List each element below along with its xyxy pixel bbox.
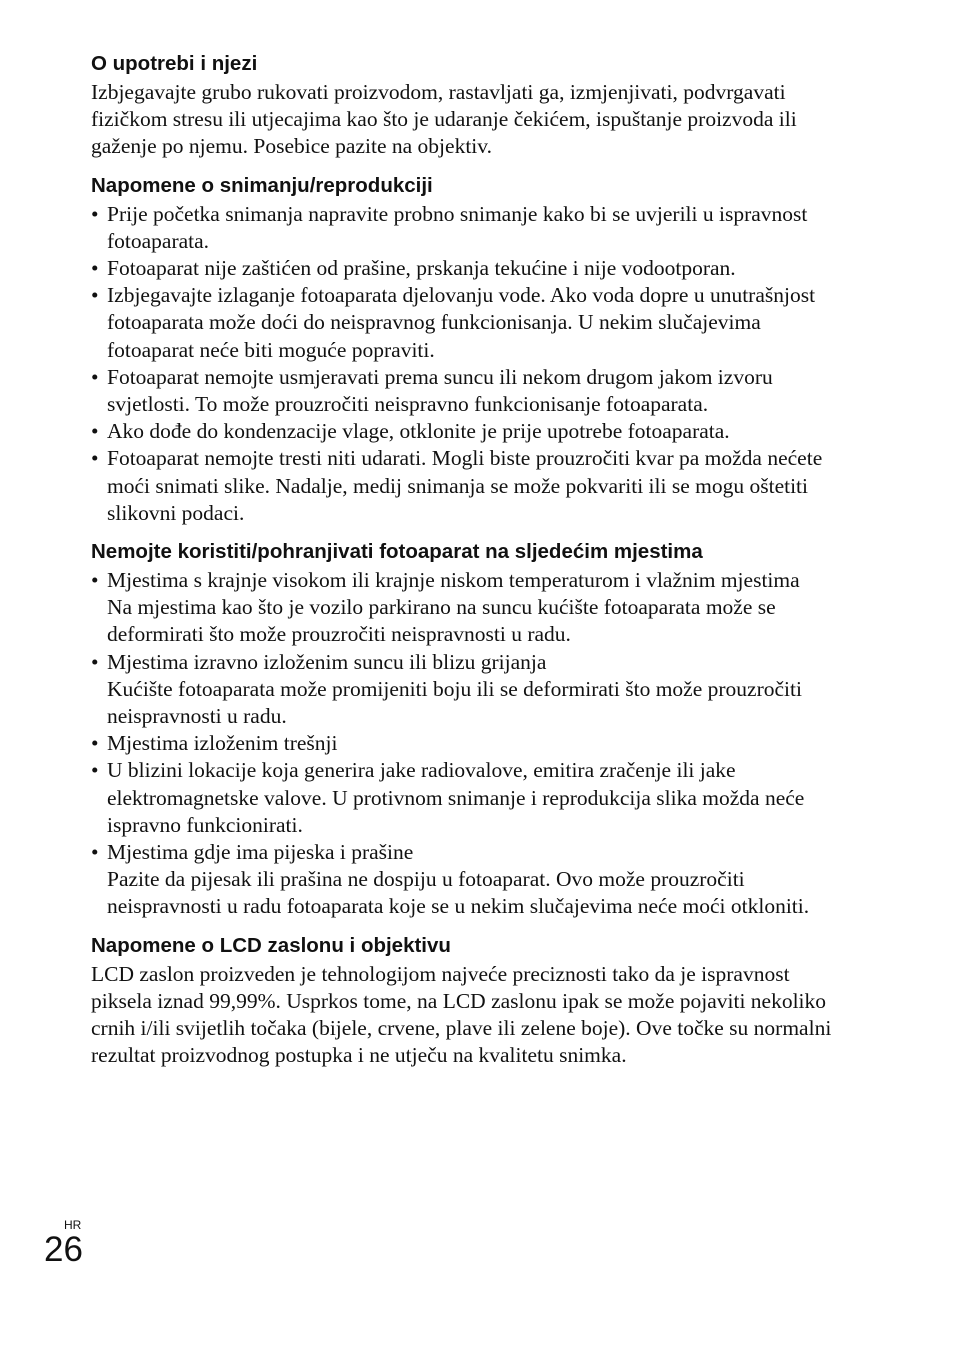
section-heading: O upotrebi i njezi — [91, 52, 258, 75]
list-item — [91, 255, 851, 282]
list-item — [91, 418, 851, 445]
bullet-icon: • — [91, 758, 99, 783]
bullet-icon: • — [91, 568, 99, 593]
list-item-text: U blizini lokacije koja generira jake radiovalove, emitira zračenje ili jake elektromagnetske valove. U protivnom snimanje i reprodukcija slika možda neće ispravno funkcionirati. — [107, 758, 805, 837]
section-heading: Napomene o snimanju/reprodukciji — [91, 173, 433, 197]
list-item — [91, 730, 851, 757]
list-item — [91, 201, 851, 255]
list-item — [91, 282, 851, 364]
list-item-text: Mjestima izloženim trešnji — [107, 731, 338, 756]
bullet-list — [91, 567, 851, 921]
list-item-text: Fotoaparat nije zaštićen od prašine, prskanja tekućine i nije vodootporan. — [107, 256, 736, 281]
language-code: HR — [64, 1218, 82, 1232]
section-lcd-notes — [91, 932, 851, 1070]
list-item — [91, 757, 851, 839]
list-item-detail: Na mjestima kao što je vozilo parkirano na suncu kućište fotoaparata može se deformirati što može prouzročiti neispravnosti u radu. — [107, 595, 776, 647]
list-item-text: Fotoaparat nemojte usmjeravati prema suncu ili nekom drugom jakom izvoru svjetlosti. To može prouzročiti neispravno funkcionisanje fotoaparata. — [107, 364, 773, 417]
section-heading: Napomene o LCD zaslonu i objektivu — [91, 933, 451, 957]
list-item-detail: Pazite da pijesak ili prašina ne dospiju u fotoaparat. Ovo može prouzročiti neispravnosti u radu fotoaparata koje se u nekim slučajevima neće moći otkloniti. — [107, 867, 810, 919]
list-item-text: Mjestima izravno izloženim suncu ili blizu grijanja — [107, 649, 547, 674]
list-item — [91, 839, 851, 921]
section-paragraph: LCD zaslon proizveden je tehnologijom najveće preciznosti tako da je ispravnost piksela iznad 99,99%. Usprkos tome, na LCD zaslonu ipak se može pojaviti nekoliko crnih i/ili svijetlih točaka (bijele, crvene, plave ili zelene boje). Ove točke su normalni rezultat proizvodnog postupka i ne utječu na kvalitetu snimka. — [91, 961, 832, 1068]
page-content — [91, 50, 851, 1081]
section-locations — [91, 538, 851, 921]
list-item-text: Prije početka snimanja napravite probno snimanje kako bi se uvjerili u ispravnost fotoaparata. — [107, 201, 808, 253]
list-item — [91, 445, 851, 527]
bullet-icon: • — [91, 649, 99, 674]
section-paragraph: Izbjegavajte grubo rukovati proizvodom, rastavljati ga, izmjenjivati, podvrgavati fizičkom stresu ili utjecajima kao što je udaranje čekićem, ispuštanje proizvoda ili gaženje po njemu. Posebice pazite na objektiv. — [91, 80, 797, 159]
page-number: 26 — [44, 1230, 83, 1269]
list-item — [91, 567, 851, 649]
bullet-icon: • — [91, 364, 99, 389]
list-item-text: Fotoaparat nemojte tresti niti udarati. Mogli biste prouzročiti kvar pa možda nećete moći snimati slike. Nadalje, medij snimanja se može pokvariti ili se mogu oštetiti slikovni podaci. — [107, 446, 823, 525]
bullet-icon: • — [91, 419, 99, 444]
bullet-icon: • — [91, 283, 99, 308]
bullet-icon: • — [91, 256, 99, 281]
section-heading: Nemojte koristiti/pohranjivati fotoaparat na sljedećim mjestima — [91, 540, 703, 564]
bullet-icon: • — [91, 731, 99, 756]
list-item-text: Mjestima gdje ima pijeska i prašine — [107, 840, 414, 865]
list-item-text: Mjestima s krajnje visokom ili krajnje niskom temperaturom i vlažnim mjestima — [107, 568, 800, 593]
list-item-text: Izbjegavajte izlaganje fotoaparata djelovanju vode. Ako voda dopre u unutrašnjost fotoaparata može doći do neispravnog funkcionisanja. U nekim slučajevima fotoaparat neće biti moguće popraviti. — [107, 283, 816, 362]
bullet-list — [91, 201, 851, 527]
section-care — [91, 50, 851, 161]
section-recording-notes — [91, 172, 851, 527]
list-item — [91, 364, 851, 418]
bullet-icon: • — [91, 840, 99, 865]
list-item — [91, 649, 851, 731]
bullet-icon: • — [91, 446, 99, 471]
bullet-icon: • — [91, 201, 99, 226]
list-item-text: Ako dođe do kondenzacije vlage, otklonite je prije upotrebe fotoaparata. — [107, 419, 730, 444]
list-item-detail: Kućište fotoaparata može promijeniti boju ili se deformirati što može prouzročiti neispravnosti u radu. — [107, 676, 802, 729]
page-footer — [44, 1218, 83, 1268]
